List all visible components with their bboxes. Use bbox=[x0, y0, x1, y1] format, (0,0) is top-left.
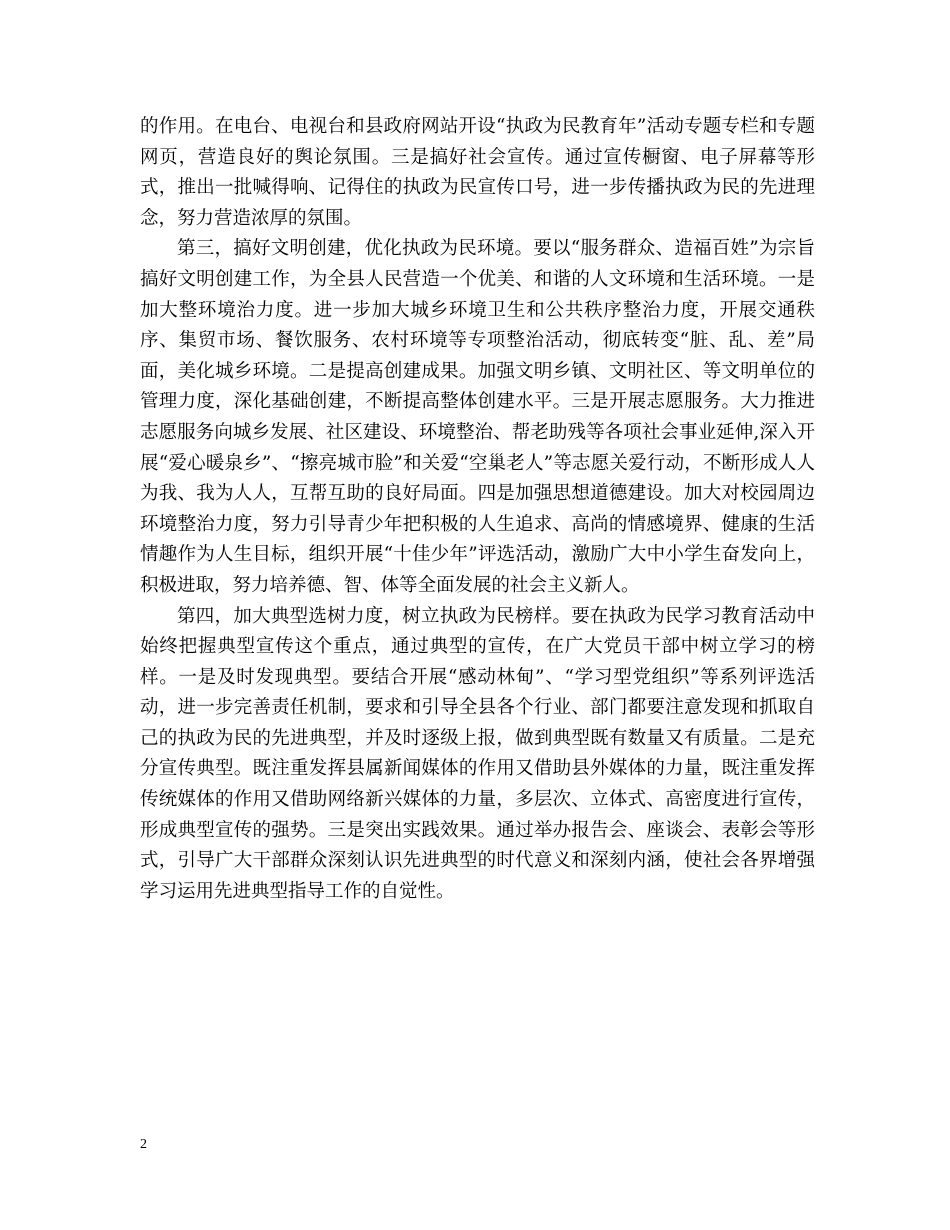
paragraph-third-point: 第三，搞好文明创建，优化执政为民环境。要以“服务群众、造福百姓”为宗旨搞好文明创建工作，为全县人民营造一个优美、和谐的人文环境和生活环境。一是加大整环境治力度。进一步加大城乡环境卫生和公共秩序整治力度，开展交通秩序、集贸市场、餐饮服务、农村环境等专项整治活动，彻底转变“脏、乱、差”局面，美化城乡环境。二是提高创建成果。加强文明乡镇、文明社区、等文明单位的管理力度，深化基础创建，不断提高整体创建水平。三是开展志愿服务。大力推进志愿服务向城乡发展、社区建设、环境整治、帮老助残等各项社会事业延伸,深入开展“爱心暖泉乡”、“擦亮城市脸”和关爱“空巢老人”等志愿关爱行动，不断形成人人为我、我为人人，互帮互助的良好局面。四是加强思想道德建设。加大对校园周边环境整治力度，努力引导青少年把积极的人生追求、高尚的情感境界、健康的生活情趣作为人生目标，组织开展“十佳少年”评选活动，激励广大中小学生奋发向上，积极进取，努力培养德、智、体等全面发展的社会主义新人。 bbox=[140, 238, 815, 596]
paragraph-continuation: 的作用。在电台、电视台和县政府网站开设“执政为民教育年”活动专题专栏和专题网页，营造良好的舆论氛围。三是搞好社会宣传。通过宣传橱窗、电子屏幕等形式，推出一批喊得响、记得住的执政为民宣传口号，进一步传播执政为民的先进理念，努力营造浓厚的氛围。 bbox=[140, 116, 815, 229]
body-text bbox=[140, 112, 815, 907]
paragraph-fourth-point: 第四，加大典型选树力度，树立执政为民榜样。要在执政为民学习教育活动中始终把握典型宣传这个重点，通过典型的宣传，在广大党员干部中树立学习的榜样。一是及时发现典型。要结合开展“感动林甸”、“学习型党组织”等系列评选活动，进一步完善责任机制，要求和引导全县各个行业、部门都要注意发现和抓取自己的执政为民的先进典型，并及时逐级上报，做到典型既有数量又有质量。二是充分宣传典型。既注重发挥县属新闻媒体的作用又借助县外媒体的力量，既注重发挥传统媒体的作用又借助网络新兴媒体的力量，多层次、立体式、高密度进行宣传，形成典型宣传的强势。三是突出实践效果。通过举办报告会、座谈会、表彰会等形式，引导广大干部群众深刻认识先进典型的时代意义和深刻内涵，使社会各界增强学习运用先进典型指导工作的自觉性。 bbox=[140, 605, 815, 902]
page-number: 2 bbox=[140, 1137, 147, 1152]
